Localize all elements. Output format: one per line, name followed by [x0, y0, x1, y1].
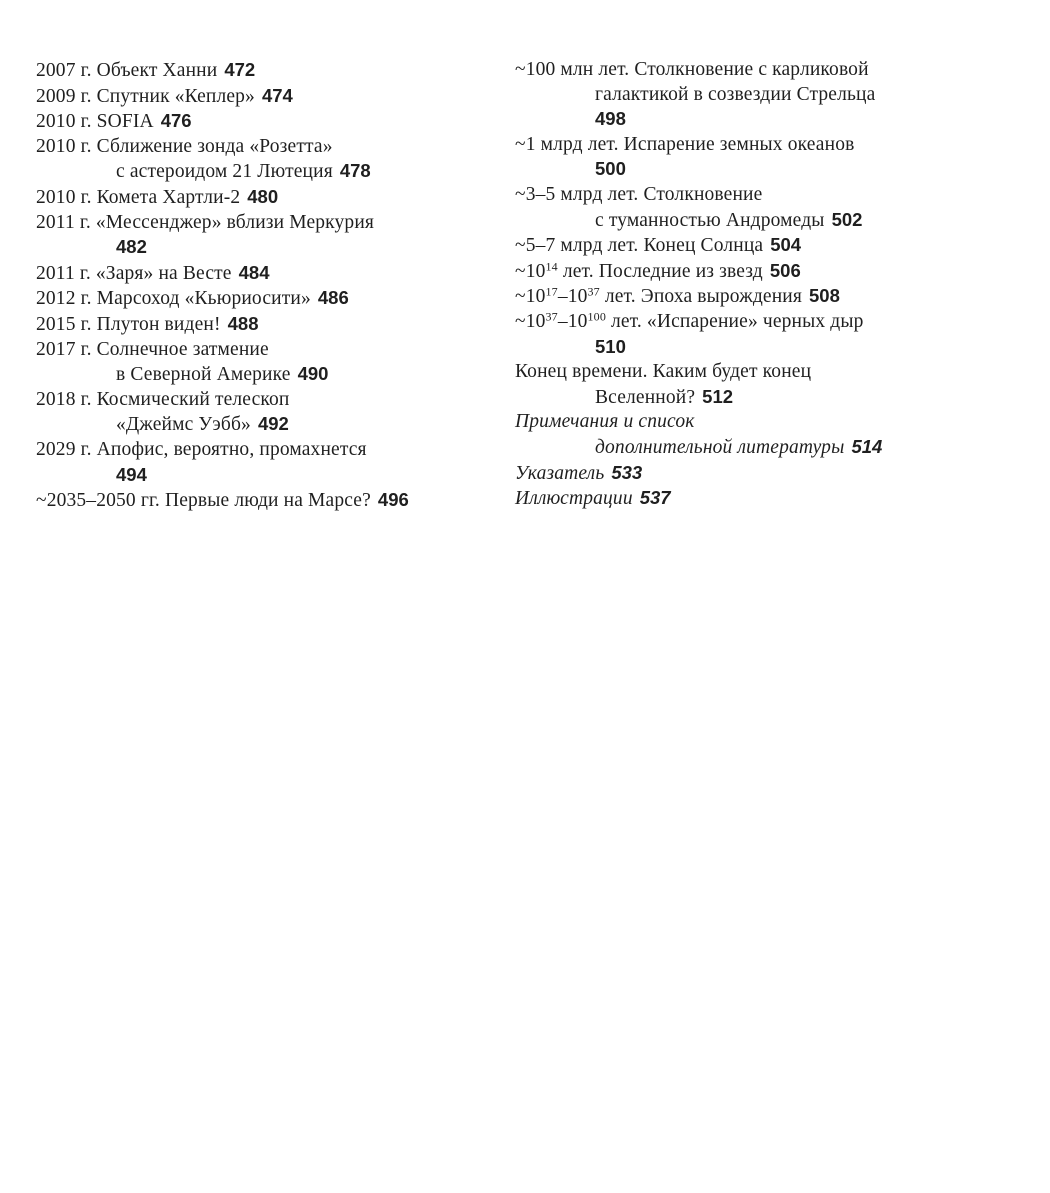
toc-entry: [36, 135, 506, 185]
toc-page-number: 476: [160, 110, 192, 132]
toc-page-number: 512: [702, 385, 734, 407]
toc-page-number: 514: [851, 435, 883, 457]
toc-column-left: [36, 58, 506, 514]
toc-entry-title: 2011 г. «Мессенджер» вблизи Меркурия: [36, 211, 375, 233]
toc-entry-title: $\sim 10^{17}-10^{37}$ лет. Эпоха вырождения 508: [515, 284, 840, 308]
toc-page-number: 472: [224, 59, 256, 80]
toc-entry: [515, 310, 1030, 360]
toc-page-number: 484: [238, 261, 270, 283]
exponent: 37: [545, 309, 558, 324]
toc-entry-title: ~100 млн лет. Столкновение с карликовой: [515, 59, 869, 80]
toc-page-number: 500: [595, 158, 626, 180]
toc-entry-title: Указатель: [515, 462, 605, 484]
toc-page-number: 494: [116, 463, 147, 485]
toc-page-number: 498: [595, 108, 626, 130]
toc-entry-title-continued: с астероидом 21 Лютеция: [116, 161, 333, 183]
toc-page-number: 482: [116, 236, 147, 258]
toc-entry-title: 2015 г. Плутон виден!: [36, 313, 221, 335]
toc-entry: [515, 183, 1030, 233]
toc-entry-title: ~3–5 млрд лет. Столкновение: [515, 183, 763, 205]
toc-entry: [515, 233, 1030, 259]
toc-entry-title: 2009 г. Спутник «Кеплер»: [36, 85, 255, 107]
exponent: 100: [587, 309, 606, 324]
toc-entry: [36, 312, 506, 338]
toc-entry-title: Конец времени. Каким будет конец: [515, 361, 812, 383]
toc-entry-title: 2007 г. Объект Ханни: [36, 60, 218, 81]
toc-entry-title-continued: с туманностью Андромеды: [595, 209, 825, 231]
toc-entry-title: Примечания и список: [515, 411, 695, 433]
toc-page-number: 486: [317, 287, 349, 309]
toc-entry-title: 2010 г. Комета Хартли-2: [36, 186, 241, 208]
toc-entry-title-continued: галактикой в созвездии Стрельца: [595, 83, 876, 105]
toc-page-number: 506: [769, 259, 801, 281]
toc-entry: [36, 286, 506, 312]
toc-page-number: 510: [595, 335, 626, 357]
toc-page-number: 478: [339, 160, 371, 182]
toc-entry: [515, 486, 1030, 512]
toc-entry: [36, 261, 506, 287]
toc-entry: [36, 185, 506, 211]
toc-entry: [515, 259, 1030, 285]
toc-page-number: 490: [297, 363, 329, 385]
exponent: 14: [545, 259, 558, 274]
toc-entry-title: 2018 г. Космический телескоп: [36, 388, 290, 410]
toc-entry: [36, 438, 506, 488]
exponent: 17: [545, 284, 558, 299]
toc-page-number: 508: [809, 285, 840, 307]
toc-page-number: 480: [247, 185, 279, 207]
toc-entry: [36, 109, 506, 135]
toc-entry: [36, 388, 506, 438]
toc-entry-title: $\sim 10^{37}-10^{100}$ лет. «Испарение» черных дыр: [515, 309, 864, 332]
toc-entry-title: Иллюстрации: [515, 488, 633, 510]
toc-entry-title: ~2035–2050 гг. Первые люди на Марсе?: [36, 490, 371, 512]
toc-entry-title: 2029 г. Апофис, вероятно, промахнется: [36, 438, 367, 460]
toc-page-number: 496: [377, 489, 409, 511]
toc-entry-title: $\sim 10^{14}$ лет. Последние из звезд 506: [515, 259, 801, 282]
toc-entry-title-continued: «Джеймс Уэбб»: [116, 414, 251, 436]
toc-page-number: 492: [257, 413, 289, 435]
exponent: 37: [587, 284, 600, 299]
toc-entry: [36, 338, 506, 388]
toc-page-number: 474: [261, 84, 293, 106]
toc-page-number: 502: [831, 208, 863, 230]
toc-entry-title-continued: дополнительной литературы: [595, 436, 845, 458]
toc-entry-title: 2010 г. Сближение зонда «Розетта»: [36, 135, 333, 157]
toc-entry: [515, 410, 1030, 460]
toc-column-right: [515, 58, 1030, 512]
toc-entry-title-continued: в Северной Америке: [116, 364, 291, 386]
toc-entry: [36, 84, 506, 110]
toc-entry-title: 2010 г. SOFIA: [36, 111, 154, 133]
toc-entry: [515, 284, 1030, 310]
toc-entry: [36, 58, 506, 84]
toc-page-number: 533: [611, 461, 643, 483]
toc-entry-title: ~1 млрд лет. Испарение земных океанов: [515, 133, 855, 155]
toc-entry: [515, 133, 1030, 183]
toc-entry: [36, 488, 506, 514]
toc-entry: [515, 58, 1030, 133]
toc-entry-title: 2012 г. Марсоход «Кьюриосити»: [36, 288, 311, 310]
toc-entry-title: ~5–7 млрд лет. Конец Солнца: [515, 235, 764, 257]
toc-entry: [515, 360, 1030, 410]
toc-entry-title: 2017 г. Солнечное затмение: [36, 338, 269, 360]
toc-entry: [36, 211, 506, 261]
toc-page-number: 488: [227, 312, 259, 334]
toc-entry-title: 2011 г. «Заря» на Весте: [36, 262, 232, 284]
toc-entry: [515, 461, 1030, 487]
toc-entry-title-continued: Вселенной?: [595, 386, 696, 408]
toc-page-number: 537: [639, 487, 671, 509]
toc-page-number: 504: [770, 234, 802, 256]
